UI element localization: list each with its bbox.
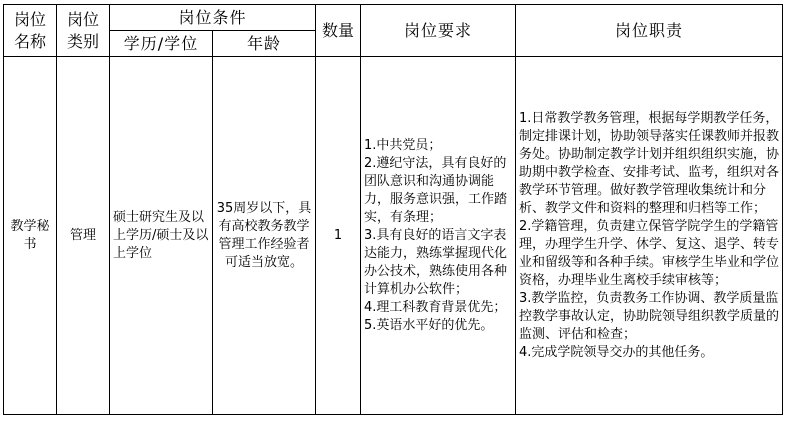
header-requirements: 岗位要求 (361, 5, 516, 57)
header-duties: 岗位职责 (516, 5, 783, 57)
cell-count: 1 (316, 57, 361, 415)
header-education: 学历/学位 (110, 31, 213, 57)
cell-position-name: 教学秘书 (4, 57, 57, 415)
requirement-item: 5.英语水平好的优先。 (364, 317, 494, 333)
duty-item: 4.完成学院领导交办的其他任务。 (519, 344, 714, 360)
cell-position-category: 管理 (57, 57, 110, 415)
requirement-item: 1.中共党员； (364, 137, 442, 153)
header-age: 年龄 (213, 31, 316, 57)
header-position-conditions: 岗位条件 (110, 5, 316, 31)
cell-requirements (361, 57, 516, 415)
requirement-item: 4.理工科教育背景优先； (364, 299, 507, 315)
requirement-item: 2.遵纪守法，具有良好的团队意识和沟通协调能力，服务意识强，工作踏实，有条理； (364, 155, 508, 225)
header-count: 数量 (316, 5, 361, 57)
duty-item: 3.教学监控，负责教务工作协调、教学质量监控教学事故认定，协助院领导组织教学质量的监测、评估和检查； (519, 290, 780, 342)
header-position-name: 岗位名称 (4, 5, 57, 57)
cell-education: 硕士研究生及以上学历/硕士及以上学位 (110, 57, 213, 415)
requirement-item: 3.具有良好的语言文字表达能力，熟练掌握现代化办公技术，熟练使用各种计算机办公软件； (364, 227, 508, 297)
duty-item: 1.日常教学教务管理，根据每学期教学任务，制定排课计划，协助领导落实任课教师并报教务处。协助制定教学计划并组织组织实施，协助期中教学检查、安排考试、监考，组织对各教学环节管理。做好教学管理收集统计和分析、教学文件和资料的整理和归档等工作； (519, 110, 780, 216)
duty-item: 2.学籍管理，负责建立保管学院学生的学籍管理，办理学生升学、休学、复这、退学、转专业和留级等和各种手续。审核学生毕业和学位资格，办理毕业生离校手续审核等； (519, 218, 780, 288)
header-position-category: 岗位类别 (57, 5, 110, 57)
cell-duties (516, 57, 783, 415)
cell-age: 35周岁以下，具有高校教务教学管理工作经验者可适当放宽。 (213, 57, 316, 415)
job-table (3, 4, 783, 415)
